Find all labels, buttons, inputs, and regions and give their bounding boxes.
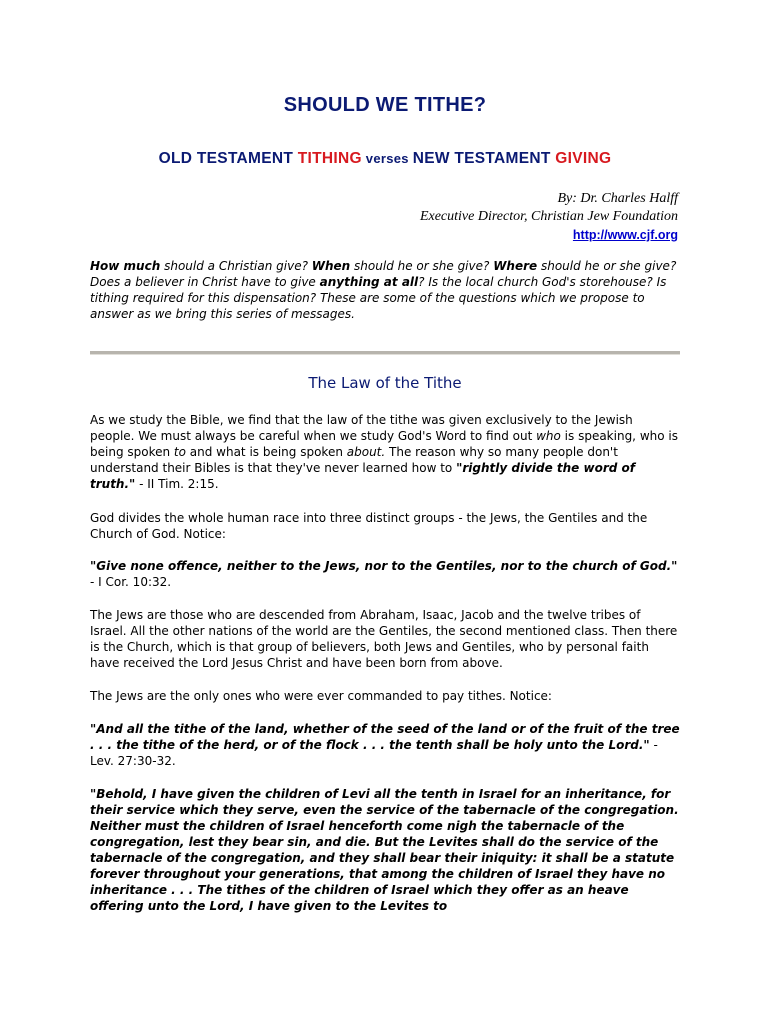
subtitle-new-testament: NEW TESTAMENT [412,150,556,167]
subtitle-verses: verses [361,151,413,166]
intro-paragraph [90,258,680,322]
byline-author: By: Dr. Charles Halff [557,191,678,206]
intro-text-4: ? Is the local church God's storehouse? Is tithing required for this dispensation? These are some of the questions which we propose to answer as we bring this series of messages. [90,275,667,321]
p1-reference: - II Tim. 2:15. [135,477,219,491]
intro-how-much: How much [90,259,161,273]
paragraph-2: God divides the whole human race into three distinct groups - the Jews, the Gentiles and the Church of God. Notice: [90,511,648,541]
paragraph-1 [90,412,680,492]
horizontal-divider [90,351,680,355]
p1-text-e: and what is being spoken [185,445,347,459]
paragraph-3: The Jews are those who are descended from Abraham, Isaac, Jacob and the twelve tribes of Israel. All the other nations of the world are the Gentiles, the second mentioned class. Then there is the Church, which is that group of believers, both Jews and Gentiles, who by personal faith have received the Lord Jesus Christ and have been born from above. [90,608,678,670]
website-link[interactable]: http://www.cjf.org [572,228,678,242]
p1-to: to [173,445,186,459]
page-title: SHOULD WE TITHE? [283,94,487,116]
quote-1-text: "Give none offence, neither to the Jews, nor to the Gentiles, nor to the church of God." [90,559,678,573]
quote-2-text: "And all the tithe of the land, whether of the seed of the land or of the fruit of the tree . . . the tithe of the herd, or of the flock . . . the tenth shall be holy unto the Lord." [90,722,680,752]
subtitle [90,150,680,168]
paragraph-4: The Jews are the only ones who were ever commanded to pay tithes. Notice: [90,689,552,703]
p1-text-a: As we study the Bible, we find that the law of the tithe was given exclusively to the Jewish people. We must always be careful when we study God's Word to find out [90,413,633,443]
byline [420,190,678,245]
intro-anything-at-all: anything at all [319,275,419,289]
subtitle-tithing: TITHING [297,150,362,167]
p1-text-c: is speaking, who is being spoken [90,429,678,459]
p1-who: who [536,429,561,443]
quote-3: "Behold, I have given the children of Levi all the tenth in Israel for an inheritance, for their service which they serve, even the service of the tabernacle of the congregation. Neither must the children of Israel henceforth come nigh the tabernacle of the congregation, lest they bear sin, and die. But the Levites shall do the service of the tabernacle of the congregation, and they shall bear their iniquity: it shall be a statute forever throughout your generations, that among the children of Israel they have no inheritance . . . The tithes of the children of Israel which they offer as an heave offering unto the Lord, I have given to the Levites to [90,787,679,913]
subtitle-giving: GIVING [555,150,612,167]
intro-text-2: should he or she give? [350,259,494,273]
intro-text-3: should he or she give? Does a believer in Christ have to give [90,259,677,289]
quote-2 [90,721,680,769]
intro-where: Where [493,259,538,273]
intro-when: When [311,259,351,273]
quote-2-reference: - Lev. 27:30-32. [90,738,658,768]
p1-quote: "rightly divide the word of truth." [90,461,635,491]
p1-text-g: The reason why so many people don't understand their Bibles is that they've never learned how to [90,445,618,475]
section-heading: The Law of the Tithe [308,374,462,392]
quote-1-reference: - I Cor. 10:32. [90,575,172,589]
intro-text-1: should a Christian give? [160,259,312,273]
quote-1 [90,558,680,590]
p1-about: about. [346,445,386,459]
byline-role: Executive Director, Christian Jew Foundation [419,209,678,224]
subtitle-old-testament: OLD TESTAMENT [158,150,298,167]
